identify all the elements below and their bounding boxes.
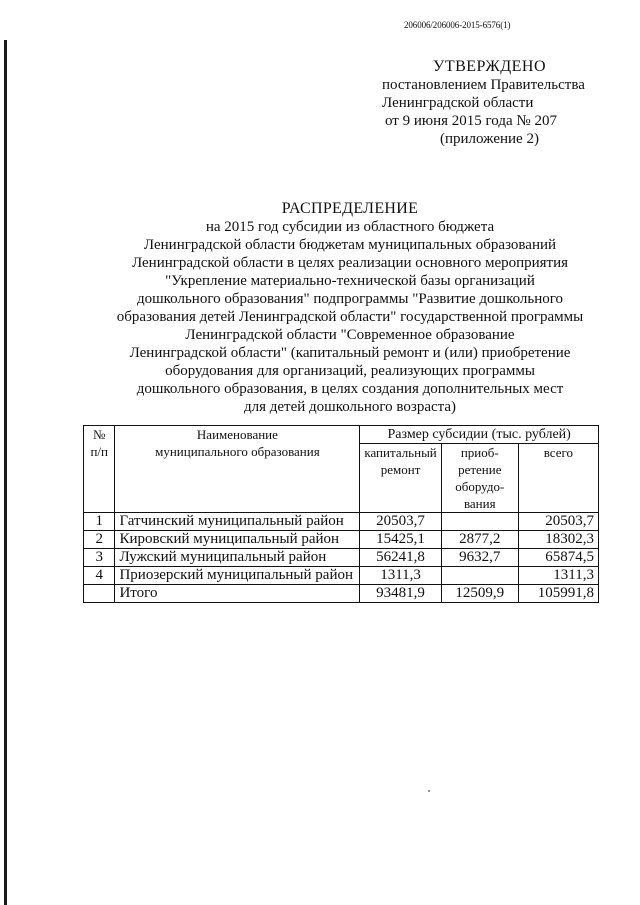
table-total-row (84, 585, 599, 603)
header-name: Наименование муниципального образования (115, 426, 360, 513)
document-title (80, 200, 620, 416)
row-num: 3 (84, 549, 115, 567)
scan-edge-line (4, 40, 7, 905)
title-heading: РАСПРЕДЕЛЕНИЕ (281, 200, 419, 217)
row-num: 2 (84, 531, 115, 549)
approval-stamp (360, 58, 600, 148)
row-name: Кировский муниципальный район (115, 531, 360, 549)
table-row (84, 549, 599, 567)
scan-speck (428, 790, 430, 792)
row-equipment: 12509,9 (441, 585, 518, 603)
approval-line: от 9 июня 2015 года № 207 (385, 113, 557, 129)
row-total: 20503,7 (518, 513, 598, 531)
row-capital: 20503,7 (360, 513, 441, 531)
header-equipment: приоб- ретение оборудо- вания (441, 444, 518, 513)
row-capital: 93481,9 (360, 585, 441, 603)
title-line: "Укрепление материально-технической базы организаций (165, 273, 535, 289)
row-capital: 15425,1 (360, 531, 441, 549)
row-total: 18302,3 (518, 531, 598, 549)
approval-line: (приложение 2) (440, 131, 539, 147)
row-equipment (441, 513, 518, 531)
row-equipment (441, 567, 518, 585)
row-name: Лужский муниципальный район (115, 549, 360, 567)
row-equipment: 2877,2 (441, 531, 518, 549)
row-capital: 1311,3 (360, 567, 441, 585)
table-row (84, 567, 599, 585)
approval-line: Ленинградской области (382, 95, 534, 111)
title-line: дошкольного образования" подпрограммы "Развитие дошкольного (136, 291, 564, 307)
subsidy-table (83, 425, 599, 603)
row-total: 65874,5 (518, 549, 598, 567)
approval-line: постановлением Правительства (382, 77, 585, 93)
row-equipment: 9632,7 (441, 549, 518, 567)
row-name: Гатчинский муниципальный район (115, 513, 360, 531)
title-line: оборудования для организаций, реализующих программы (165, 363, 535, 379)
row-name: Итого (115, 585, 360, 603)
title-line: Ленинградской области бюджетам муниципальных образований (143, 237, 557, 253)
title-line: дошкольного образования, в целях создания дополнительных мест (136, 381, 564, 397)
table-row (84, 531, 599, 549)
row-capital: 56241,8 (360, 549, 441, 567)
title-line: для детей дошкольного возраста) (243, 399, 457, 415)
table-header-row (84, 426, 599, 444)
title-line: образования детей Ленинградской области" государственной программы (116, 309, 584, 325)
header-total: всего (518, 444, 598, 513)
title-line: Ленинградской области" (капитальный ремонт и (или) приобретение (129, 345, 571, 361)
header-capital: капитальный ремонт (360, 444, 441, 513)
table-row (84, 513, 599, 531)
row-total: 1311,3 (518, 567, 598, 585)
row-name: Приозерский муниципальный район (115, 567, 360, 585)
approval-title: УТВЕРЖДЕНО (433, 58, 547, 75)
row-num (84, 585, 115, 603)
row-total: 105991,8 (518, 585, 598, 603)
title-line: на 2015 год субсидии из областного бюджета (205, 219, 495, 235)
document-id: 206006/206006-2015-6576(1) (404, 20, 511, 30)
title-line: Ленинградской области "Современное образование (185, 327, 515, 343)
header-subsidy-group: Размер субсидии (тыс. рублей) (360, 426, 599, 444)
row-num: 1 (84, 513, 115, 531)
header-num: № п/п (84, 426, 115, 513)
row-num: 4 (84, 567, 115, 585)
title-line: Ленинградской области в целях реализации основного мероприятия (131, 255, 569, 271)
